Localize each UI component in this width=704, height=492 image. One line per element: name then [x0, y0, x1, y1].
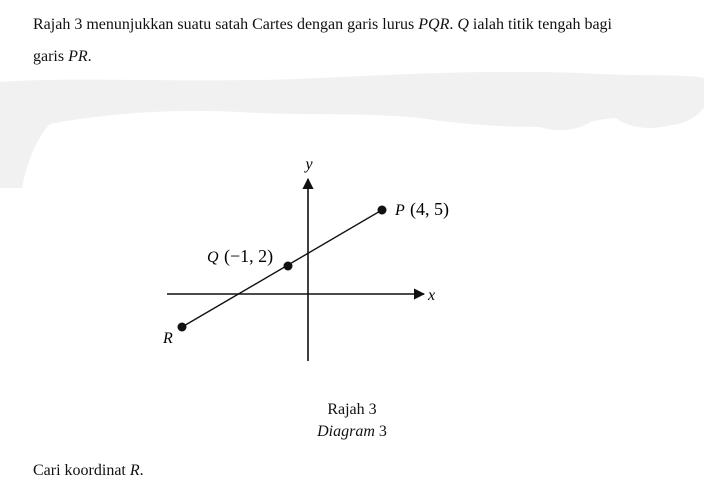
point-r-dot — [178, 323, 187, 332]
caption-diagram-word: Diagram — [317, 423, 375, 440]
intro2-period: . — [87, 48, 92, 65]
segment-name-pr: PR — [68, 48, 88, 65]
point-p-label: P — [395, 202, 405, 219]
point-q-dot — [284, 262, 293, 271]
point-r-label: R — [163, 330, 173, 347]
point-p-coords: (4, 5) — [410, 199, 449, 219]
intro2-text: garis — [33, 48, 69, 65]
task-text: Cari koordinat — [33, 462, 130, 479]
axis-label-y: y — [305, 156, 313, 173]
task-period: . — [139, 462, 144, 479]
figure-caption-malay: Rajah 3 — [327, 401, 377, 418]
point-q-coords: (−1, 2) — [224, 246, 274, 266]
point-q-label: Q — [207, 249, 219, 266]
line-pqr — [182, 210, 382, 327]
intro-text-end: ialah titik tengah bagi — [468, 16, 612, 33]
midpoint-label-q: Q — [457, 16, 469, 33]
intro-period: . — [449, 16, 458, 33]
intro-text: Rajah 3 menunjukkan suatu satah Cartes dengan garis lurus — [33, 16, 419, 33]
line-name-pqr: PQR — [418, 16, 450, 33]
task-point-r: R — [129, 462, 140, 479]
figure-caption-english — [226, 422, 478, 441]
caption-diagram-number: 3 — [374, 423, 387, 440]
question-task — [33, 461, 144, 481]
point-p-dot — [378, 206, 387, 215]
axis-label-x: x — [428, 287, 436, 304]
